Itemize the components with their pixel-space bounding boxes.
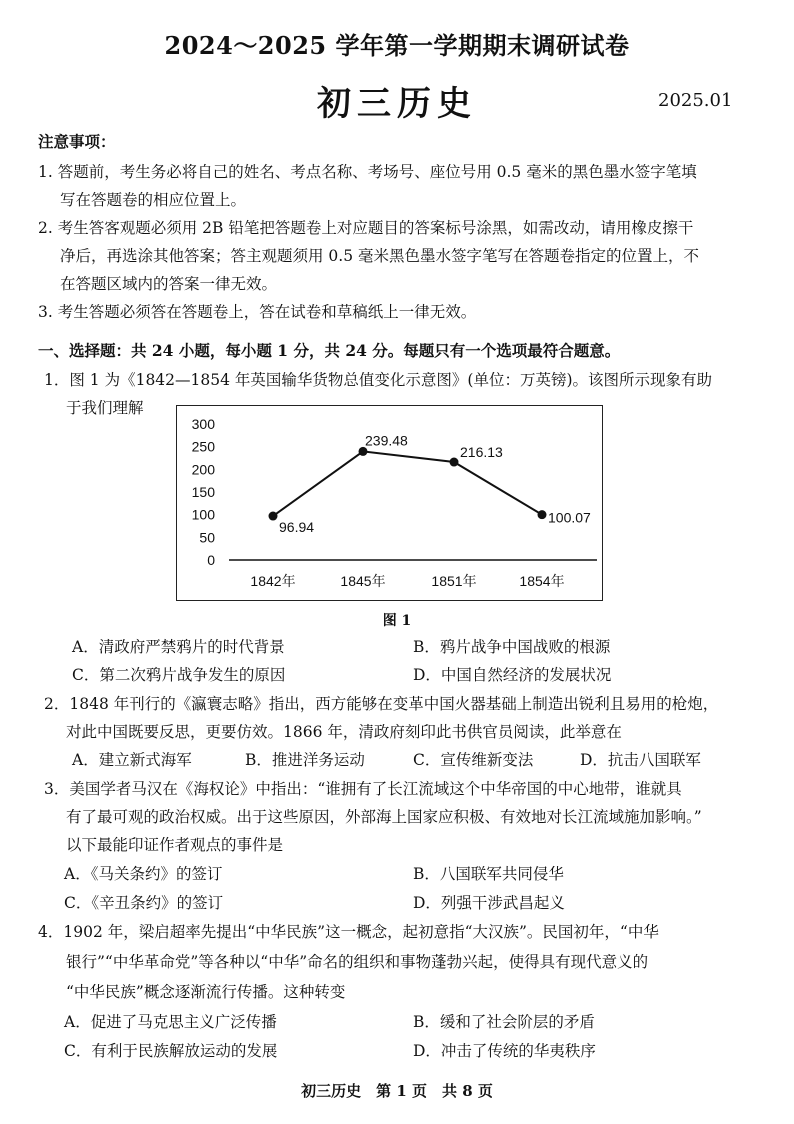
notice-line: 1. 答题前，考生务必将自己的姓名、考点名称、考场号、座位号用 0.5 毫米的黑色墨水签字笔填 bbox=[38, 163, 697, 181]
notice-line: 在答题区域内的答案一律无效。 bbox=[60, 275, 278, 293]
y-tick-label: 250 bbox=[191, 438, 215, 455]
question-2-option-a[interactable]: A．建立新式海军 bbox=[72, 751, 192, 769]
question-4-option-c[interactable]: C．有利于民族解放运动的发展 bbox=[64, 1042, 278, 1060]
question-1-stem: 1．图 1 为《1842—1854 年英国输华货物总值变化示意图》(单位：万英镑)。该图所示现象有助 bbox=[44, 371, 712, 389]
data-label: 96.94 bbox=[279, 519, 315, 536]
data-label: 216.13 bbox=[460, 444, 503, 461]
question-3-stem: 3．美国学者马汉在《海权论》中指出：“谁拥有了长江流域这个中华帝国的中心地带，谁就具 bbox=[44, 780, 682, 798]
y-tick-label: 150 bbox=[191, 484, 215, 500]
question-2-stem: 2．1848 年刊行的《瀛寰志略》指出，西方能够在变革中国火器基础上制造出锐利且易用的枪炮， bbox=[44, 695, 719, 713]
line-chart bbox=[176, 405, 603, 601]
data-label: 100.07 bbox=[548, 509, 591, 526]
question-4-stem: 银行”“中华革命党”等各种以“中华”命名的组织和事物蓬勃兴起，使得具有现代意义的 bbox=[66, 953, 649, 971]
question-4-stem: 4．1902 年，梁启超率先提出“中华民族”这一概念，起初意指“大汉族”。民国初年，“中华 bbox=[38, 923, 659, 941]
question-1-option-b[interactable]: B．鸦片战争中国战败的根源 bbox=[413, 638, 611, 656]
exam-date: 2025.01 bbox=[658, 90, 733, 111]
line-chart-svg bbox=[177, 406, 601, 599]
question-3-option-d[interactable]: D．列强干涉武昌起义 bbox=[413, 894, 565, 912]
question-1-option-c[interactable]: C．第二次鸦片战争发生的原因 bbox=[72, 666, 286, 684]
section-heading: 一、选择题：共 24 小题，每小题 1 分，共 24 分。每题只有一个选项最符合题意。 bbox=[38, 341, 621, 360]
figure-caption: 图 1 bbox=[382, 613, 412, 629]
data-point bbox=[538, 510, 547, 519]
y-tick-label: 50 bbox=[199, 529, 215, 546]
notice-heading: 注意事项： bbox=[38, 132, 116, 151]
notice-line: 3. 考生答题必须答在答题卷上，答在试卷和草稿纸上一律无效。 bbox=[38, 303, 477, 321]
question-2-option-c[interactable]: C．宣传维新变法 bbox=[413, 751, 534, 769]
question-3-stem: 以下最能印证作者观点的事件是 bbox=[66, 836, 284, 854]
x-tick-label: 1851年 bbox=[431, 573, 477, 589]
data-point bbox=[450, 458, 459, 467]
y-tick-label: 300 bbox=[191, 416, 215, 432]
question-4-option-b[interactable]: B．缓和了社会阶层的矛盾 bbox=[413, 1013, 595, 1031]
question-1-option-d[interactable]: D．中国自然经济的发展状况 bbox=[413, 666, 612, 684]
notice-line: 2. 考生答客观题必须用 2B 铅笔把答题卷上对应题目的答案标号涂黑，如需改动，请用橡皮擦干 bbox=[38, 219, 694, 237]
question-2-stem: 对此中国既要反思，更要仿效。1866 年，清政府刻印此书供官员阅读，此举意在 bbox=[66, 723, 622, 741]
x-tick-label: 1845年 bbox=[340, 573, 386, 589]
subject-title: 初三历史 bbox=[317, 84, 477, 124]
question-1-stem: 于我们理解 bbox=[66, 399, 144, 417]
y-tick-label: 0 bbox=[207, 552, 215, 568]
question-3-option-a[interactable]: A．《马关条约》的签订 bbox=[64, 865, 223, 883]
question-4-option-a[interactable]: A．促进了马克思主义广泛传播 bbox=[64, 1013, 277, 1031]
data-point bbox=[269, 512, 278, 521]
question-3-option-b[interactable]: B．八国联军共同侵华 bbox=[413, 865, 564, 883]
data-label: 239.48 bbox=[365, 432, 408, 449]
x-tick-label: 1842年 bbox=[250, 573, 296, 589]
question-4-stem: “中华民族”概念逐渐流行传播。这种转变 bbox=[66, 983, 346, 1001]
question-3-option-c[interactable]: C．《辛丑条约》的签订 bbox=[64, 894, 224, 912]
page-footer: 初三历史 第 1 页 共 8 页 bbox=[301, 1082, 493, 1100]
y-tick-label: 200 bbox=[191, 461, 215, 478]
x-tick-label: 1854年 bbox=[519, 573, 565, 589]
question-2-option-b[interactable]: B．推进洋务运动 bbox=[245, 751, 365, 769]
question-1-option-a[interactable]: A．清政府严禁鸦片的时代背景 bbox=[72, 638, 285, 656]
y-tick-label: 100 bbox=[191, 506, 215, 523]
exam-title: 2024～2025 学年第一学期期末调研试卷 bbox=[164, 31, 630, 60]
series-line bbox=[273, 451, 542, 516]
question-2-option-d[interactable]: D．抗击八国联军 bbox=[580, 751, 701, 769]
question-4-option-d[interactable]: D．冲击了传统的华夷秩序 bbox=[413, 1042, 596, 1060]
notice-line: 写在答题卷的相应位置上。 bbox=[60, 191, 247, 209]
question-3-stem: 有了最可观的政治权威。出于这些原因，外部海上国家应积极、有效地对长江流域施加影响。” bbox=[66, 808, 702, 826]
notice-line: 净后，再选涂其他答案；答主观题须用 0.5 毫米黑色墨水签字笔写在答题卷指定的位置上，不 bbox=[60, 247, 700, 265]
